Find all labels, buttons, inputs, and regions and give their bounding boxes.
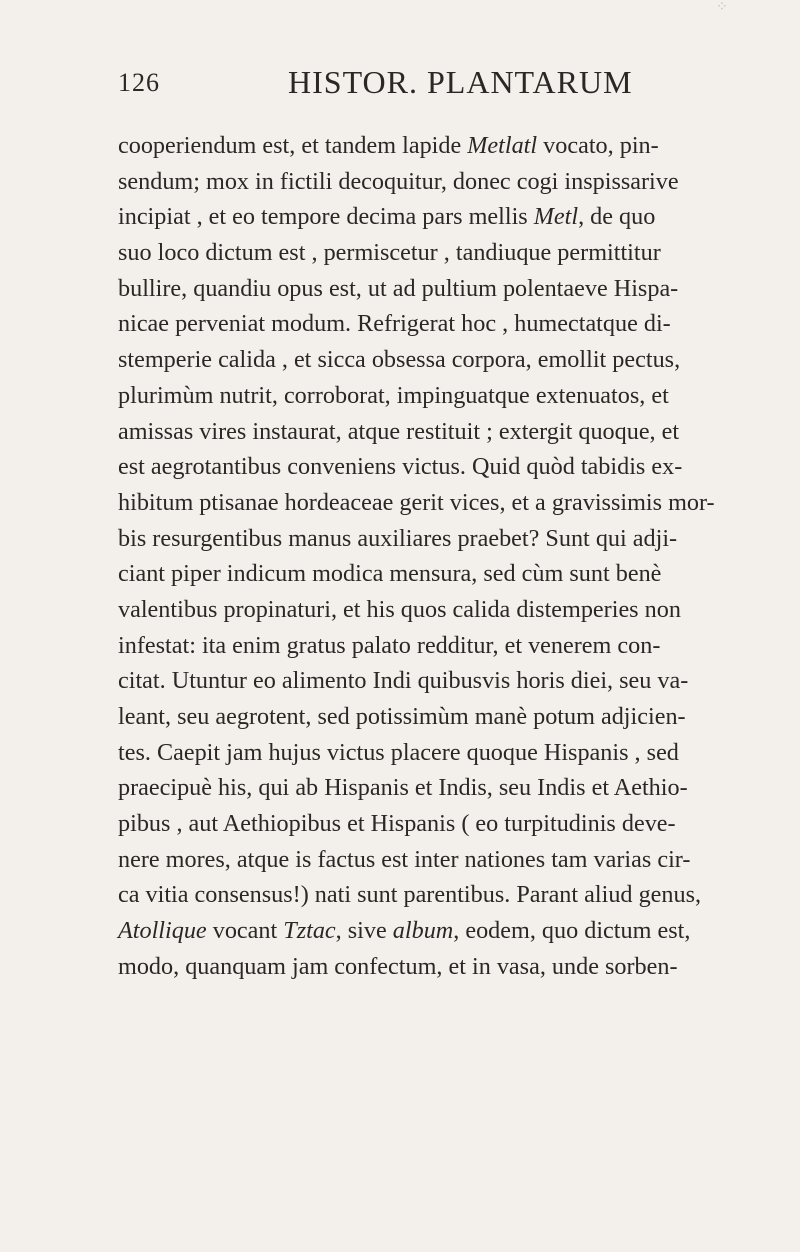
- text-line: [118, 521, 798, 557]
- text-line: [118, 235, 798, 271]
- text-line: [118, 306, 798, 342]
- text-line: [118, 342, 798, 378]
- text-segment: plurimùm nutrit, corroborat, impinguatque extenuatos, et: [118, 381, 669, 409]
- text-segment: ciant piper indicum modica mensura, sed cùm sunt benè: [118, 560, 662, 588]
- text-line: [118, 628, 798, 664]
- text-segment: , sive: [335, 917, 393, 945]
- text-segment: hibitum ptisanae hordeaceae gerit vices, et a gravissimis mor-: [118, 488, 715, 516]
- text-line: [118, 770, 798, 806]
- text-segment: est aegrotantibus conveniens victus. Quid quòd tabidis ex-: [118, 453, 683, 481]
- text-segment: amissas vires instaurat, atque restituit ; extergit quoque, et: [118, 417, 680, 445]
- italic-term: Metlatl: [467, 132, 538, 159]
- italic-term: Atollique: [118, 917, 207, 945]
- italic-term: album: [392, 917, 454, 945]
- text-line: [118, 842, 798, 878]
- text-line: [118, 913, 798, 949]
- text-line: [118, 806, 798, 842]
- text-segment: sendum; mox in fictili decoquitur, donec cogi inspissarive: [118, 167, 679, 195]
- text-line: [118, 128, 798, 164]
- text-line: [118, 164, 798, 200]
- text-line: [118, 199, 798, 235]
- text-line: [118, 877, 798, 913]
- text-line: [118, 271, 798, 307]
- page-header: [118, 64, 670, 104]
- running-head: HISTOR. PLANTARUM: [288, 64, 633, 100]
- text-segment: praecipuè his, qui ab Hispanis et Indis, seu Indis et Aethio-: [118, 774, 688, 802]
- text-segment: vocant: [206, 917, 284, 945]
- text-segment: modo, quanquam jam confectum, et in vasa, unde sorben-: [118, 952, 678, 980]
- text-segment: bis resurgentibus manus auxiliares praebet? Sunt qui adji-: [118, 524, 678, 552]
- text-segment: vocato, pin-: [537, 132, 659, 159]
- text-line: [118, 378, 798, 414]
- body-text: [118, 128, 798, 985]
- text-segment: cooperiendum est, et tandem lapide: [118, 132, 468, 159]
- text-segment: stemperie calida , et sicca obsessa corpora, emollit pectus,: [118, 346, 681, 374]
- text-segment: bullire, quandiu opus est, ut ad pultium polentaeve Hispa-: [118, 274, 679, 302]
- text-segment: nere mores, atque is factus est inter nationes tam varias cir-: [118, 845, 691, 873]
- text-segment: citat. Utuntur eo alimento Indi quibusvis horis diei, seu va-: [118, 667, 689, 695]
- italic-term: Metl: [533, 203, 579, 231]
- text-segment: suo loco dictum est , permiscetur , tandiuque permittitur: [118, 239, 661, 267]
- text-line: [118, 663, 798, 699]
- ink-smudge-icon: ⁘: [716, 0, 728, 15]
- text-line: [118, 556, 798, 592]
- text-line: [118, 949, 798, 985]
- text-line: [118, 735, 798, 771]
- text-line: [118, 699, 798, 735]
- italic-term: Tztac: [283, 917, 336, 945]
- text-segment: incipiat , et eo tempore decima pars mellis: [118, 203, 534, 231]
- text-line: [118, 449, 798, 485]
- text-segment: valentibus propinaturi, et his quos calida distemperies non: [118, 595, 681, 623]
- page-number: 126: [118, 68, 160, 97]
- text-line: [118, 414, 798, 450]
- text-line: [118, 592, 798, 628]
- text-segment: , eodem, quo dictum est,: [453, 917, 691, 945]
- text-segment: , de quo: [578, 203, 656, 231]
- text-segment: leant, seu aegrotent, sed potissimùm manè potum adjicien-: [118, 703, 686, 730]
- text-segment: tes. Caepit jam hujus victus placere quoque Hispanis , sed: [118, 738, 679, 766]
- text-line: [118, 485, 798, 521]
- text-segment: infestat: ita enim gratus palato redditur, et venerem con-: [118, 631, 661, 659]
- text-segment: pibus , aut Aethiopibus et Hispanis ( eo turpitudinis deve-: [118, 810, 676, 838]
- text-segment: nicae perveniat modum. Refrigerat hoc , humectatque di-: [118, 310, 671, 338]
- text-segment: ca vitia consensus!) nati sunt parentibus. Parant aliud genus,: [118, 881, 702, 909]
